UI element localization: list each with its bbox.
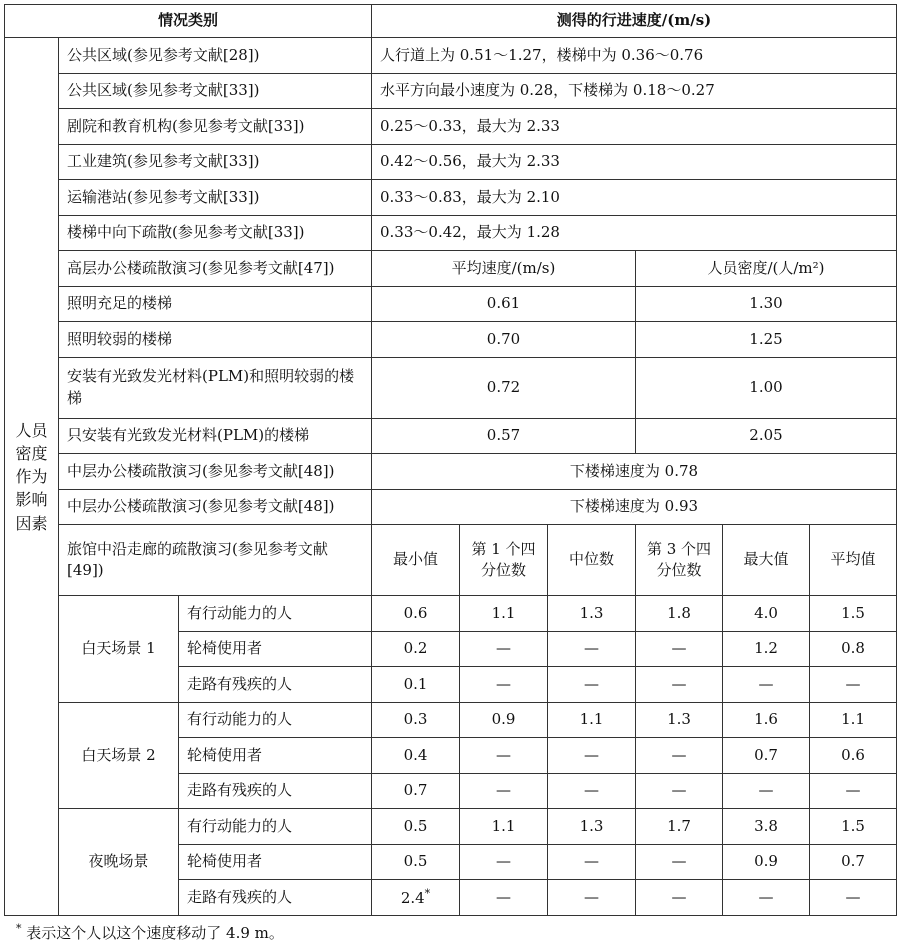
hotel-cell: —: [810, 773, 897, 809]
hotel-col-median: 中位数: [548, 525, 636, 596]
hotel-cell: 0.7: [372, 773, 460, 809]
hotel-cell: —: [723, 880, 810, 916]
hotel-cell: —: [460, 631, 548, 667]
row-value: 0.25～0.33，最大为 2.33: [372, 109, 897, 145]
hotel-cell: —: [723, 773, 810, 809]
side-label: 人员 密度 作为 影响 因素: [5, 38, 59, 916]
hotel-cell: —: [636, 667, 723, 703]
highrise-label: 高层办公楼疏散演习(参见参考文献[47]): [59, 251, 372, 287]
highrise-density: 1.30: [636, 286, 897, 322]
row-value: 0.33～0.42，最大为 1.28: [372, 215, 897, 251]
row-value: 0.42～0.56，最大为 2.33: [372, 144, 897, 180]
hotel-cell: —: [548, 844, 636, 880]
hotel-cell: —: [810, 667, 897, 703]
hotel-cell: 1.5: [810, 809, 897, 845]
hotel-cell: —: [548, 773, 636, 809]
highrise-speed: 0.57: [372, 418, 636, 454]
hotel-cell: 1.1: [548, 702, 636, 738]
hotel-cell: 1.3: [548, 596, 636, 632]
hotel-cell: 0.3: [372, 702, 460, 738]
hotel-cell: 0.2: [372, 631, 460, 667]
midrise-value: 下楼梯速度为 0.78: [372, 454, 897, 490]
hotel-col-q1: 第 1 个四分位数: [460, 525, 548, 596]
hotel-col-min: 最小值: [372, 525, 460, 596]
highrise-speed: 0.72: [372, 357, 636, 418]
speed-table: [4, 4, 897, 916]
footnote-mark: *: [16, 922, 22, 935]
hotel-row-label: 走路有残疾的人: [179, 880, 372, 916]
hotel-cell: —: [810, 880, 897, 916]
hotel-col-mean: 平均值: [810, 525, 897, 596]
hotel-cell: 0.5: [372, 844, 460, 880]
hotel-cell: 1.3: [548, 809, 636, 845]
hotel-cell: 0.7: [810, 844, 897, 880]
hotel-cell: 1.5: [810, 596, 897, 632]
scenario-name: 夜晚场景: [59, 809, 179, 916]
hotel-cell: 1.7: [636, 809, 723, 845]
hotel-col-max: 最大值: [723, 525, 810, 596]
highrise-row-label: 只安装有光致发光材料(PLM)的楼梯: [59, 418, 372, 454]
hotel-row-label: 走路有残疾的人: [179, 667, 372, 703]
hotel-cell: —: [548, 631, 636, 667]
hotel-cell: 1.6: [723, 702, 810, 738]
row-label: 公共区域(参见参考文献[33]): [59, 73, 372, 109]
hotel-row-label: 有行动能力的人: [179, 596, 372, 632]
hotel-cell: 0.9: [460, 702, 548, 738]
hotel-cell: 0.9: [723, 844, 810, 880]
highrise-density: 1.25: [636, 322, 897, 358]
row-label: 运输港站(参见参考文献[33]): [59, 180, 372, 216]
hotel-row-label: 走路有残疾的人: [179, 773, 372, 809]
hotel-cell: —: [636, 738, 723, 774]
hotel-row-label: 轮椅使用者: [179, 738, 372, 774]
midrise-label: 中层办公楼疏散演习(参见参考文献[48]): [59, 454, 372, 490]
hotel-cell: —: [460, 773, 548, 809]
hotel-cell: 0.8: [810, 631, 897, 667]
hotel-row-label: 有行动能力的人: [179, 702, 372, 738]
asterisk-mark: *: [424, 886, 431, 900]
hotel-cell: 0.5: [372, 809, 460, 845]
hotel-cell: —: [460, 738, 548, 774]
hotel-cell: 1.2: [723, 631, 810, 667]
hotel-label: 旅馆中沿走廊的疏散演习(参见参考文献[49]): [59, 525, 372, 596]
hotel-cell: —: [636, 880, 723, 916]
hotel-cell: —: [548, 738, 636, 774]
hotel-cell: —: [723, 667, 810, 703]
hotel-col-q3: 第 3 个四分位数: [636, 525, 723, 596]
highrise-row-label: 照明充足的楼梯: [59, 286, 372, 322]
hotel-cell: 0.6: [372, 596, 460, 632]
header-category: 情况类别: [5, 5, 372, 38]
hotel-cell: —: [460, 844, 548, 880]
hotel-cell: —: [460, 667, 548, 703]
hotel-cell: 0.4: [372, 738, 460, 774]
highrise-col-density: 人员密度/(人/m²): [636, 251, 897, 287]
footnote: [16, 922, 284, 943]
midrise-value: 下楼梯速度为 0.93: [372, 489, 897, 525]
scenario-name: 白天场景 2: [59, 702, 179, 809]
hotel-cell: 1.1: [460, 596, 548, 632]
header-measured-speed: 测得的行进速度/(m/s): [372, 5, 897, 38]
highrise-col-speed: 平均速度/(m/s): [372, 251, 636, 287]
hotel-cell: —: [548, 667, 636, 703]
hotel-cell: —: [548, 880, 636, 916]
highrise-speed: 0.61: [372, 286, 636, 322]
hotel-cell: 1.8: [636, 596, 723, 632]
highrise-speed: 0.70: [372, 322, 636, 358]
hotel-cell: 1.1: [810, 702, 897, 738]
hotel-cell: —: [636, 844, 723, 880]
row-label: 剧院和教育机构(参见参考文献[33]): [59, 109, 372, 145]
hotel-cell: 0.1: [372, 667, 460, 703]
hotel-cell: —: [460, 880, 548, 916]
hotel-cell: 0.7: [723, 738, 810, 774]
hotel-row-label: 有行动能力的人: [179, 809, 372, 845]
row-value: 0.33～0.83，最大为 2.10: [372, 180, 897, 216]
highrise-row-label: 照明较弱的楼梯: [59, 322, 372, 358]
row-label: 楼梯中向下疏散(参见参考文献[33]): [59, 215, 372, 251]
midrise-label: 中层办公楼疏散演习(参见参考文献[48]): [59, 489, 372, 525]
hotel-cell: 1.1: [460, 809, 548, 845]
hotel-cell: 1.3: [636, 702, 723, 738]
highrise-density: 1.00: [636, 357, 897, 418]
row-label: 工业建筑(参见参考文献[33]): [59, 144, 372, 180]
row-value: 水平方向最小速度为 0.28，下楼梯为 0.18～0.27: [372, 73, 897, 109]
highrise-row-label: 安装有光致发光材料(PLM)和照明较弱的楼梯: [59, 357, 372, 418]
hotel-cell: —: [636, 631, 723, 667]
row-label: 公共区域(参见参考文献[28]): [59, 38, 372, 74]
hotel-cell: 4.0: [723, 596, 810, 632]
hotel-cell: —: [636, 773, 723, 809]
highrise-density: 2.05: [636, 418, 897, 454]
hotel-cell-asterisk: 2.4*: [372, 880, 460, 916]
hotel-cell: 0.6: [810, 738, 897, 774]
row-value: 人行道上为 0.51～1.27，楼梯中为 0.36～0.76: [372, 38, 897, 74]
footnote-text: 表示这个人以这个速度移动了 4.9 m。: [26, 924, 284, 942]
hotel-row-label: 轮椅使用者: [179, 631, 372, 667]
scenario-name: 白天场景 1: [59, 596, 179, 703]
hotel-cell: 3.8: [723, 809, 810, 845]
hotel-row-label: 轮椅使用者: [179, 844, 372, 880]
